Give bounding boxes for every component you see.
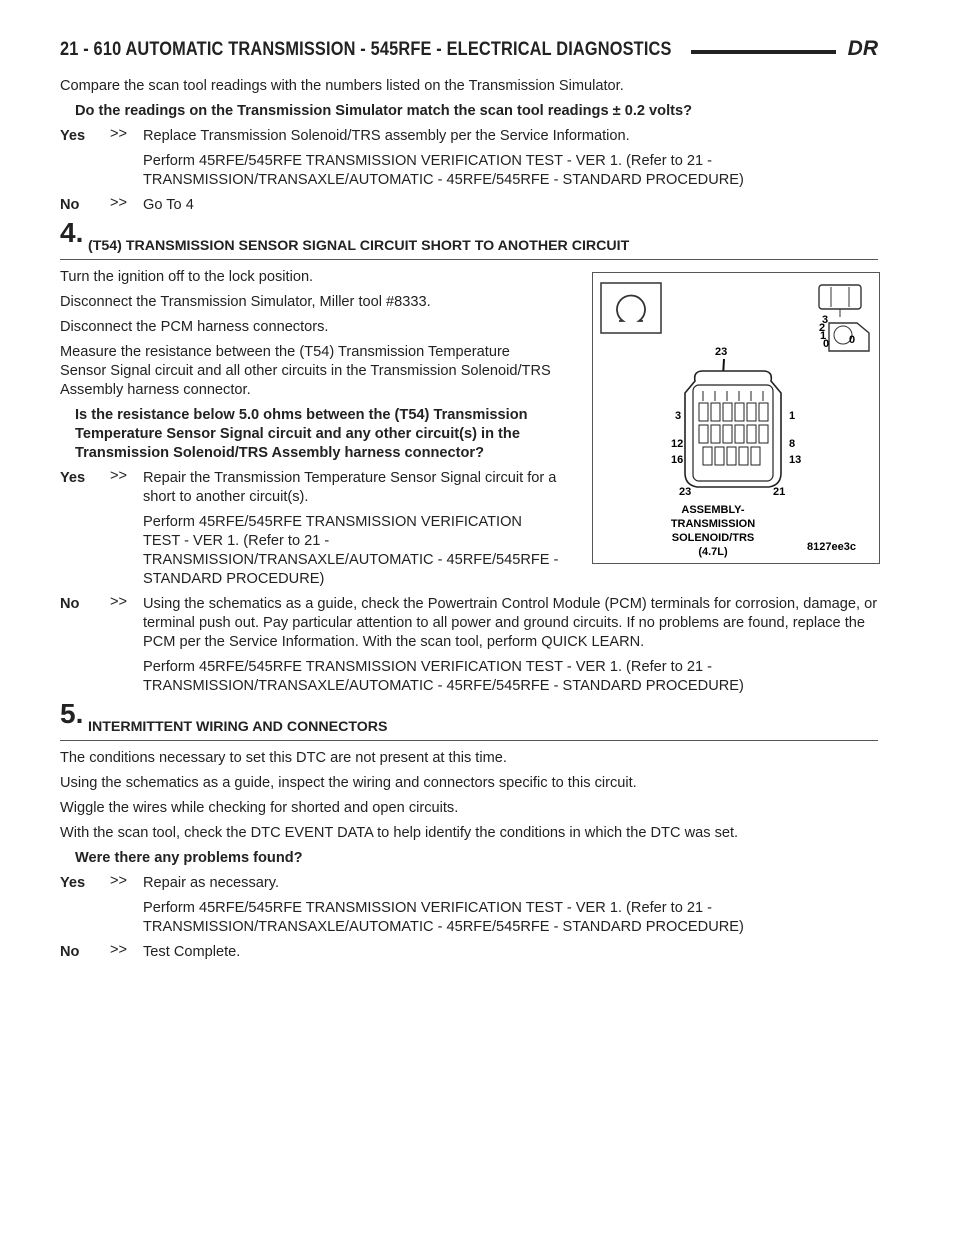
pin-label-8: 8 <box>789 438 796 450</box>
step-4-body <box>60 268 878 589</box>
meter-scale-2: 2 <box>819 322 826 334</box>
step-number: 4. <box>60 217 84 248</box>
answer-line: Replace Transmission Solenoid/TRS assembly per the Service Information. <box>143 128 630 144</box>
step-line: Wiggle the wires while checking for shorted and open circuits. <box>60 800 459 816</box>
step-line: The conditions necessary to set this DTC are not present at this time. <box>60 750 507 766</box>
pin-label-3: 3 <box>675 410 682 422</box>
answer-label: Yes <box>60 875 86 891</box>
figure-code: 8127ee3c <box>807 541 856 553</box>
meter-scale-1: 1 <box>820 330 827 342</box>
answer-label: Yes <box>60 128 86 144</box>
answer-line: Repair the Transmission Temperature Sensor Signal circuit for a short to another circuit(s). <box>143 470 557 505</box>
figure-caption-2: TRANSMISSION <box>670 518 756 530</box>
figure-caption-3: SOLENOID/TRS <box>671 532 755 544</box>
step-5-yes-answer <box>60 874 878 937</box>
pin-label-1: 1 <box>789 410 796 422</box>
answer-arrow: >> <box>110 873 128 889</box>
answer-arrow: >> <box>110 468 128 484</box>
header-rule <box>691 50 836 54</box>
ohm-symbol-icon <box>601 283 661 333</box>
pin-label-21: 21 <box>773 486 786 498</box>
step-title: INTERMITTENT WIRING AND CONNECTORS <box>88 719 388 735</box>
answer-line: Perform 45RFE/545RFE TRANSMISSION VERIFICATION TEST - VER 1. (Refer to 21 - TRANSMISSION/TRANSAXLE/AUTOMATIC - 45RFE/545RFE - STANDARD PROCEDURE) <box>143 659 744 694</box>
answer-line: Repair as necessary. <box>143 875 279 891</box>
answer-arrow: >> <box>110 594 128 610</box>
step-4-yes-answer <box>60 469 560 589</box>
answer-line: Test Complete. <box>143 944 241 960</box>
answer-arrow: >> <box>110 942 128 958</box>
header-title: 21 - 610 AUTOMATIC TRANSMISSION - 545RFE - ELECTRICAL DIAGNOSTICS <box>60 39 672 60</box>
step-4-text <box>60 268 560 589</box>
answer-line: Go To 4 <box>143 197 194 213</box>
pin-label-23-top: 23 <box>715 346 728 358</box>
step-line: With the scan tool, check the DTC EVENT DATA to help identify the conditions in which the DTC was set. <box>60 825 739 841</box>
header-badge: DR <box>847 37 878 60</box>
step-question: Were there any problems found? <box>75 850 303 866</box>
step-4-heading <box>60 217 878 260</box>
answer-label: No <box>60 944 80 960</box>
harness-connector-icon <box>685 371 781 487</box>
intro-question: Do the readings on the Transmission Simulator match the scan tool readings ± 0.2 volts? <box>75 103 693 119</box>
pin-label-13: 13 <box>789 454 802 466</box>
figure-caption-1: ASSEMBLY- <box>681 504 745 516</box>
intro-line: Compare the scan tool readings with the numbers listed on the Transmission Simulator. <box>60 78 624 94</box>
pin-label-23: 23 <box>679 486 692 498</box>
step-4-no-answer <box>60 595 878 696</box>
step-question: Is the resistance below 5.0 ohms between the (T54) Transmission Temperature Sensor Signal circuit and any other circuit(s) in the Transmission Solenoid/TRS Assembly harness connector? <box>75 407 528 461</box>
meter-reading: 0 <box>849 334 856 346</box>
step-line: Disconnect the PCM harness connectors. <box>60 319 329 335</box>
answer-arrow: >> <box>110 195 128 211</box>
step-title: (T54) TRANSMISSION SENSOR SIGNAL CIRCUIT SHORT TO ANOTHER CIRCUIT <box>88 238 630 254</box>
page-content <box>60 77 878 968</box>
connector-diagram <box>593 273 879 563</box>
pin-label-12: 12 <box>671 438 684 450</box>
step-5-no-answer <box>60 943 878 962</box>
step-line: Turn the ignition off to the lock position. <box>60 269 314 285</box>
step-number: 5. <box>60 698 84 729</box>
answer-label: No <box>60 596 80 612</box>
step-5-heading <box>60 698 878 741</box>
answer-line: Perform 45RFE/545RFE TRANSMISSION VERIFICATION TEST - VER 1. (Refer to 21 - TRANSMISSION/TRANSAXLE/AUTOMATIC - 45RFE/545RFE - STANDARD PROCEDURE) <box>143 153 744 188</box>
answer-line: Perform 45RFE/545RFE TRANSMISSION VERIFICATION TEST - VER 1. (Refer to 21 - TRANSMISSION/TRANSAXLE/AUTOMATIC - 45RFE/545RFE - STANDARD PROCEDURE) <box>143 900 744 935</box>
answer-label: Yes <box>60 470 86 486</box>
answer-line: Using the schematics as a guide, check the Powertrain Control Module (PCM) terminals for corrosion, damage, or terminal push out. Pay particular attention to all power and ground circuits. If no problems are found, replace the PCM per the Service Information. With the scan tool, perform QUICK LEARN. <box>143 596 878 650</box>
answer-label: No <box>60 197 80 213</box>
connector-figure <box>592 272 880 564</box>
answer-line: Perform 45RFE/545RFE TRANSMISSION VERIFICATION TEST - VER 1. (Refer to 21 - TRANSMISSION/TRANSAXLE/AUTOMATIC - 45RFE/545RFE - STANDARD PROCEDURE) <box>143 514 559 587</box>
answer-arrow: >> <box>110 126 128 142</box>
pin-label-16: 16 <box>671 454 684 466</box>
step-line: Disconnect the Transmission Simulator, Miller tool #8333. <box>60 294 431 310</box>
figure-caption-4: (4.7L) <box>698 546 728 558</box>
page-header <box>60 37 878 66</box>
step-line: Using the schematics as a guide, inspect the wiring and connectors specific to this circuit. <box>60 775 637 791</box>
meter-scale-3: 3 <box>822 314 829 326</box>
intro-yes-answer <box>60 127 878 190</box>
intro-no-answer <box>60 196 878 215</box>
step-line: Measure the resistance between the (T54) Transmission Temperature Sensor Signal circuit and all other circuits in the Transmission Solenoid/TRS Assembly harness connector. <box>60 344 551 398</box>
meter-scale-0: 0 <box>823 338 830 350</box>
